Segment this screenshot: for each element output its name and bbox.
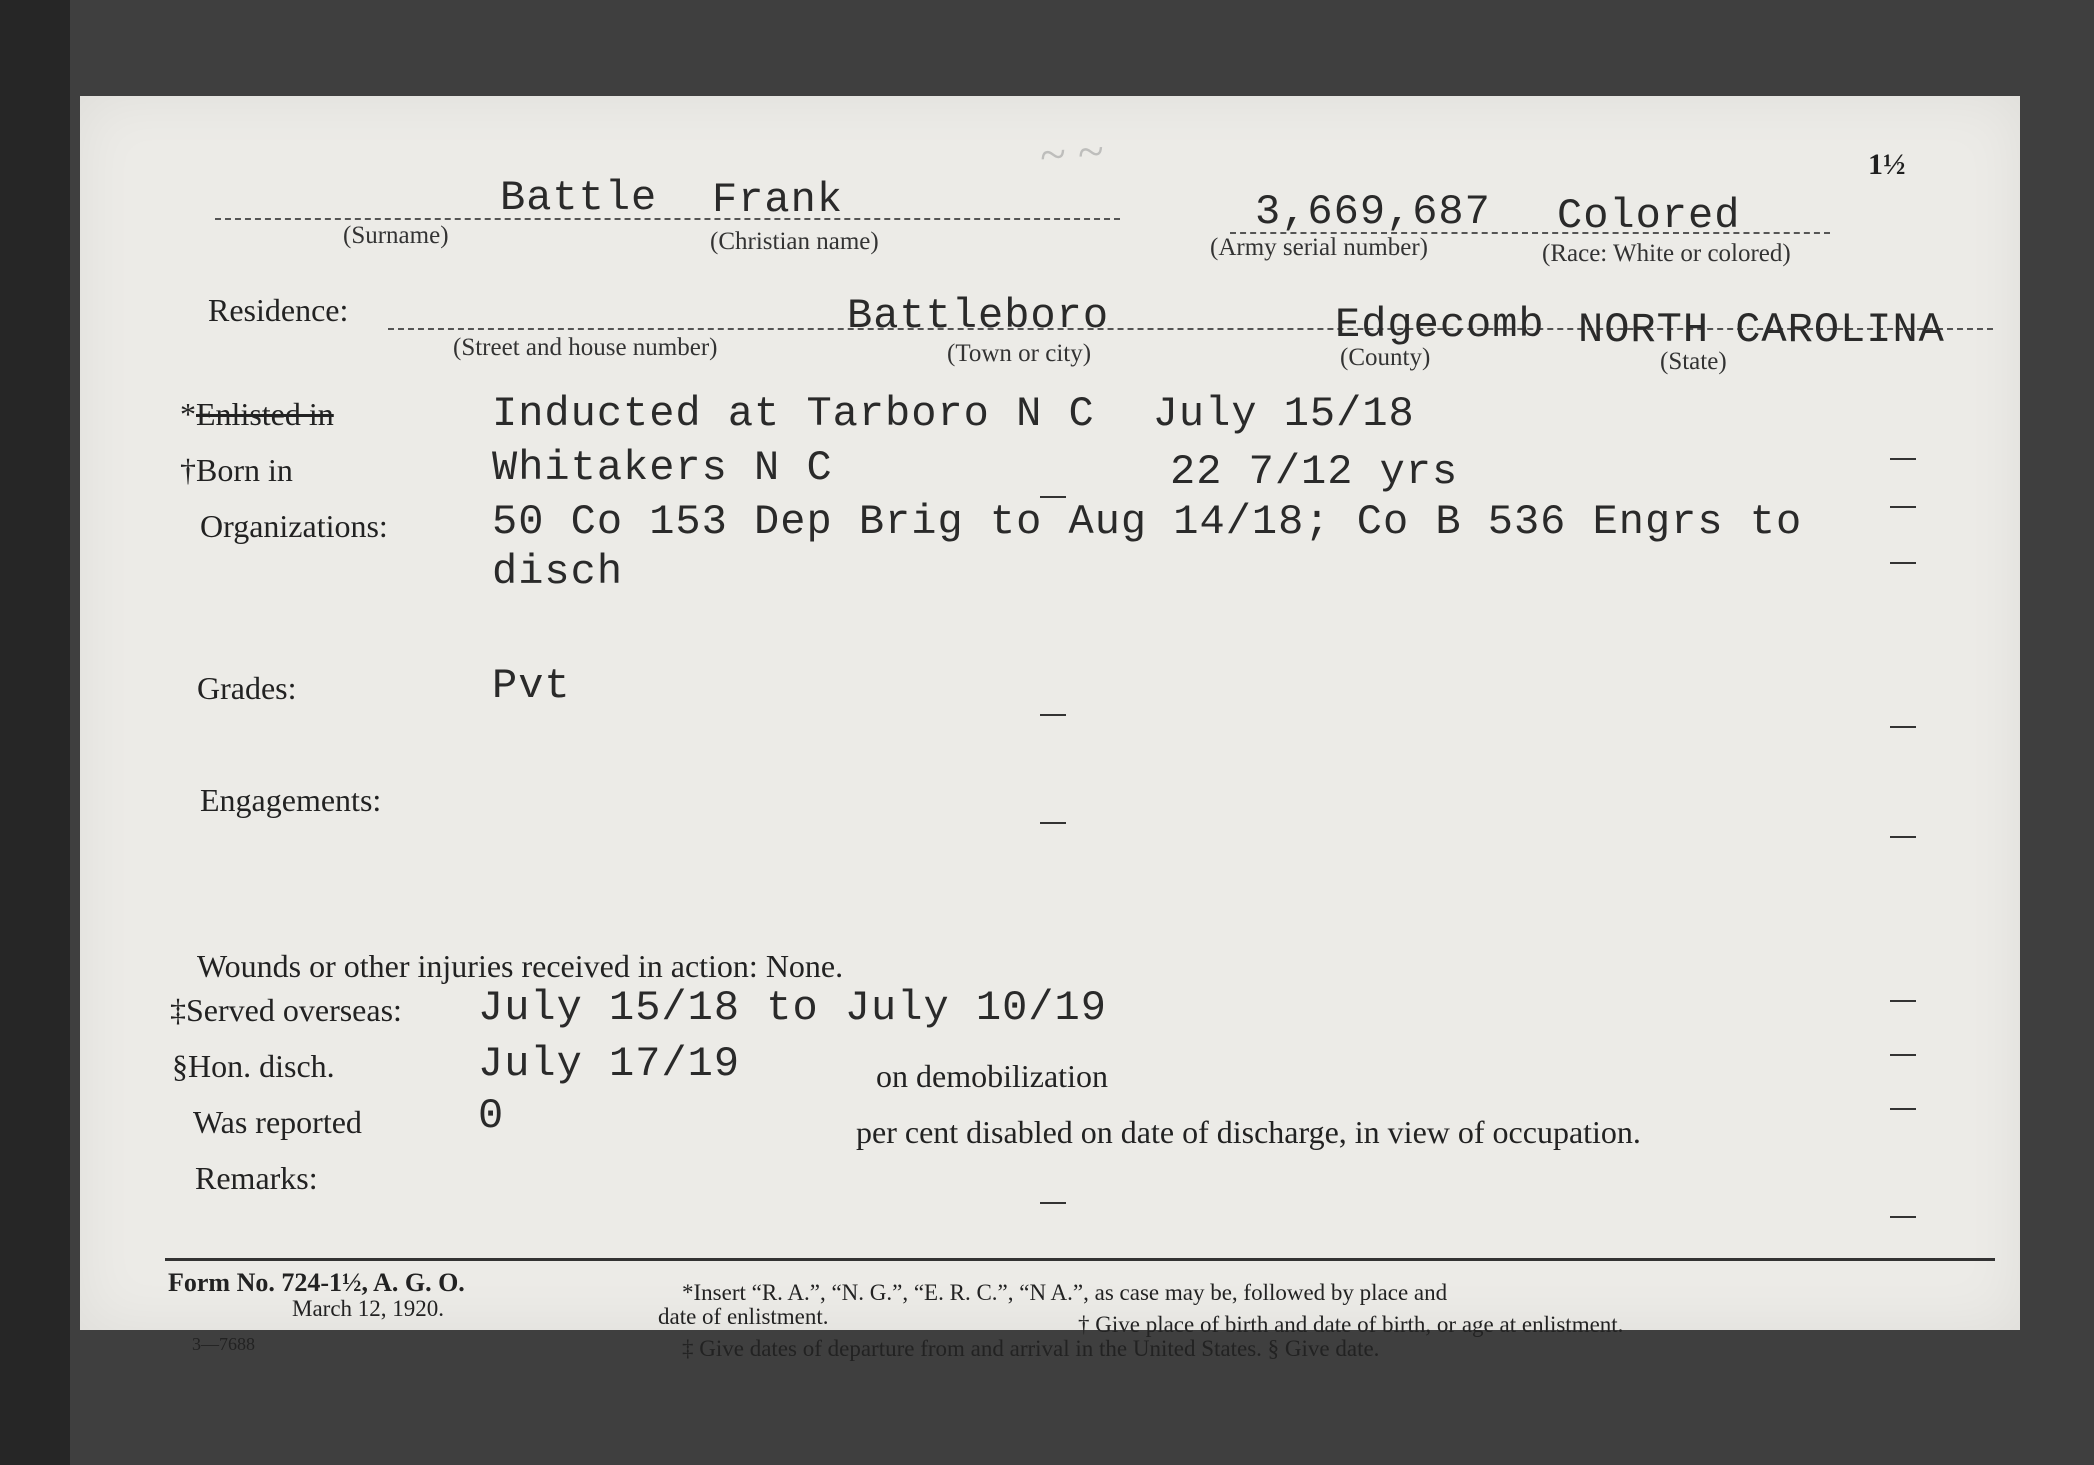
grades-value: Pvt <box>492 662 571 710</box>
margin-tick <box>1890 506 1916 508</box>
middle-tick <box>1040 714 1066 716</box>
county-caption: (County) <box>1340 344 1431 371</box>
organizations-line2: disch <box>492 548 624 596</box>
service-record-card <box>80 96 2020 1361</box>
form-date: March 12, 1920. <box>292 1296 445 1321</box>
middle-tick <box>1040 496 1066 498</box>
street-caption: (Street and house number) <box>453 334 718 361</box>
middle-tick <box>1040 822 1066 824</box>
christian-name-caption: (Christian name) <box>710 228 879 255</box>
overseas-label: Served overseas: <box>186 992 402 1028</box>
margin-tick <box>1890 1108 1916 1110</box>
discharge-value: July 17/19 <box>478 1040 741 1088</box>
born-label-group <box>180 452 293 489</box>
discharge-label: Hon. disch. <box>188 1048 335 1084</box>
town-caption: (Town or city) <box>947 340 1092 367</box>
enlisted-label: Enlisted in <box>196 396 334 432</box>
organizations-line1: 50 Co 153 Dep Brig to Aug 14/18; Co B 536 Engrs to <box>492 498 1803 546</box>
remarks-label: Remarks: <box>195 1160 318 1196</box>
footnote-line3: ‡ Give dates of departure from and arrival in the United States. § Give date. <box>682 1336 1380 1361</box>
enlisted-mark: * <box>180 396 196 432</box>
footer-rule <box>165 1258 1995 1261</box>
scan-border <box>0 0 70 1465</box>
footnote-line1: *Insert “R. A.”, “N. G.”, “E. R. C.”, “N A.”, as case may be, followed by place and <box>682 1280 1448 1305</box>
state-value: NORTH CAROLINA <box>1578 306 1945 354</box>
town-value: Battleboro <box>847 292 1110 340</box>
enlisted-value <box>492 390 1415 438</box>
overseas-mark: ‡ <box>170 992 186 1028</box>
enlisted-label-group <box>180 396 334 433</box>
form-number: Form No. 724-1½, A. G. O. <box>168 1268 465 1297</box>
wounds-label: Wounds or other injuries received in action: <box>197 948 758 984</box>
serial-caption: (Army serial number) <box>1210 234 1428 261</box>
residence-label: Residence: <box>208 292 349 328</box>
age-value: 22 7/12 yrs <box>1170 448 1459 496</box>
discharge-label-group <box>172 1048 335 1085</box>
form-code: 3—7688 <box>192 1334 255 1354</box>
surname-value: Battle <box>500 174 658 222</box>
born-mark: † <box>180 452 196 488</box>
enlisted-place: Inducted at Tarboro N C <box>492 390 1095 438</box>
engagements-label: Engagements: <box>200 782 382 818</box>
footnote-line2a: date of enlistment. <box>658 1304 829 1329</box>
footnote-line2b: † Give place of birth and date of birth, or age at enlistment. <box>1078 1312 1624 1337</box>
card-number: 1½ <box>1868 148 1906 181</box>
reported-suffix: per cent disabled on date of discharge, in view of occupation. <box>856 1114 1641 1150</box>
christian-name-value: Frank <box>712 176 844 224</box>
county-value: Edgecomb <box>1335 301 1545 349</box>
state-caption: (State) <box>1660 348 1727 375</box>
bleed-through-mark: ~ ~ <box>1038 124 1106 183</box>
overseas-label-group <box>170 992 402 1029</box>
reported-value: 0 <box>478 1092 505 1140</box>
born-value: Whitakers N C <box>492 444 833 492</box>
overseas-value: July 15/18 to July 10/19 <box>478 984 1107 1032</box>
margin-tick <box>1890 726 1916 728</box>
born-label: Born in <box>196 452 293 488</box>
grades-label: Grades: <box>197 670 297 706</box>
wounds-value: None. <box>765 948 844 984</box>
margin-tick <box>1890 836 1916 838</box>
enlisted-date: July 15/18 <box>1152 390 1415 438</box>
wounds-row <box>197 948 843 985</box>
margin-tick <box>1890 1054 1916 1056</box>
name-line <box>215 218 1120 220</box>
middle-tick <box>1040 1202 1066 1204</box>
margin-tick <box>1890 1000 1916 1002</box>
discharge-suffix: on demobilization <box>876 1058 1108 1094</box>
discharge-mark: § <box>172 1048 188 1084</box>
margin-tick <box>1890 458 1916 460</box>
serial-number-value: 3,669,687 <box>1255 188 1491 236</box>
margin-tick <box>1890 562 1916 564</box>
organizations-label: Organizations: <box>200 508 388 544</box>
race-value: Colored <box>1557 192 1741 240</box>
race-caption: (Race: White or colored) <box>1542 240 1791 267</box>
margin-tick <box>1890 1216 1916 1218</box>
surname-caption: (Surname) <box>343 222 449 249</box>
reported-label: Was reported <box>193 1104 362 1140</box>
